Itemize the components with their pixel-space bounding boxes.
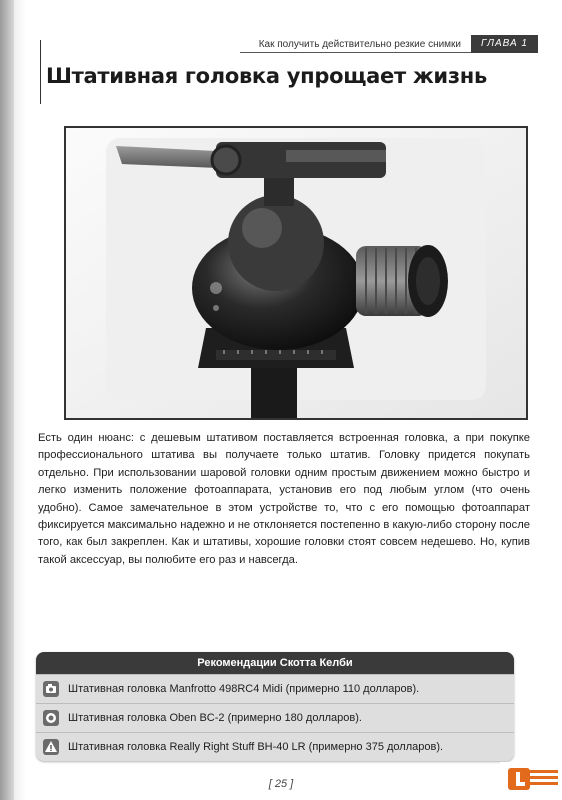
recommendation-item [36, 703, 514, 732]
mid-level-icon [42, 709, 60, 727]
recommendation-item [36, 674, 514, 703]
pro-level-icon [42, 738, 60, 756]
recommendations-header: Рекомендации Скотта Келби [36, 652, 514, 674]
publisher-logo-icon [508, 768, 530, 790]
body-paragraph: Есть один нюанс: с дешевым штативом поставляется встроенная головка, а при покупке профессионального штатива вы получаете только штатив. Головку придется покупать отдельно. При использовании шаровой головки одним простым движением можно быстро и легко изменить положение фотоаппарата, установив его под любым углом (что очень удобно). Самое замечательное в этом устройстве то, что с его помощью фотоаппарат фиксируется максимально надежно и не отклоняется постепенно в какую-либо сторону после того, как был закреплен. Как и штативы, хорошие головки стоят совсем недешево. Но, купив такой аксессуар, вы полюбите его раз и навсегда. [38, 432, 530, 566]
recommendation-item [36, 732, 514, 761]
chapter-tab: ГЛАВА 1 [471, 35, 538, 53]
margin-rule [40, 40, 41, 104]
recommendation-label: Штативная головка Really Right Stuff BH-40 LR (примерно 375 долларов). [68, 741, 444, 753]
page-number: [ 25 ] [268, 778, 294, 790]
recommendation-label: Штативная головка Manfrotto 498RC4 Midi (примерно 110 долларов). [68, 683, 420, 695]
recommendations-box [36, 652, 514, 761]
watermark-stripes [530, 770, 558, 788]
ball-head-illustration [66, 128, 526, 418]
publisher-watermark [500, 762, 562, 800]
tripod-head-photo [64, 126, 528, 420]
budget-level-icon [42, 680, 60, 698]
spine-shadow [0, 0, 14, 800]
running-header [240, 36, 538, 53]
running-title: Как получить действительно резкие снимки [258, 38, 462, 50]
recommendation-label: Штативная головка Oben BC-2 (примерно 180 долларов). [68, 712, 362, 724]
section-title: Штативная головка упрощает жизнь [46, 64, 487, 88]
